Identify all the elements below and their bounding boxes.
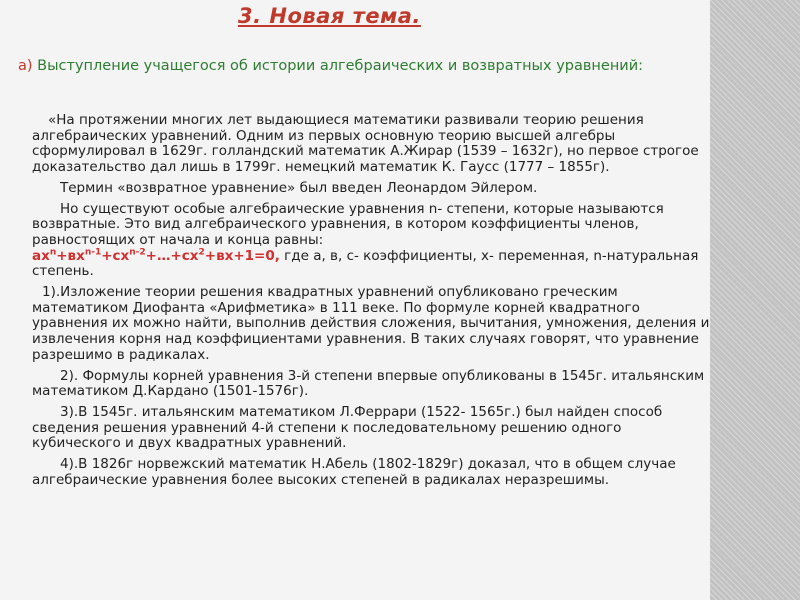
paragraph-quadratic: 1).Изложение теории решения квадратных уравнений опубликовано греческим математиком Диофанта «Арифметика» в 111 веке. По формуле корней квадратного уравнения их можно найти, выполнив действия сложения, вычитания, умножения, деления и извлечения корня над коэффициентами уравнения. В таких случаях говорят, что уравнение разрешимо в радикалах. <box>32 284 710 363</box>
paragraph-reciprocal-definition <box>32 202 710 281</box>
body-text <box>32 113 710 488</box>
paragraph-euler: Термин «возвратное уравнение» был введен Леонардом Эйлером. <box>60 179 538 196</box>
paragraph-history: «На протяжении многих лет выдающиеся математики развивали теорию решения алгебраических уравнений. Одним из первых основную теорию высшей алгебры сформулировал в 1629г. голландский математик А.Жирар (1539 – 1632г), но первое строгое доказательство дал лишь в 1799г. немецкий математик К. Гаусс (1777 – 1855г). <box>32 112 699 176</box>
subheading-marker: а) <box>18 58 33 74</box>
reciprocal-definition-tail: где а, в, с- коэффициенты, х- переменная, n-натуральная степень. <box>32 247 699 280</box>
section-subheading <box>18 58 678 74</box>
subheading-text: Выступление учащегося об истории алгебраических и возвратных уравнений: <box>32 58 644 74</box>
paragraph-abel: 4).В 1826г норвежский математик Н.Абель (1802-1829г) доказал, что в общем случае алгебраические уравнения более высоких степеней в радикалах неразрешимы. <box>32 456 676 488</box>
reciprocal-definition-text: Но существуют особые алгебраические уравнения n- степени, которые называются возвратные. Это вид алгебраического уравнения, в котором коэффициенты членов, равностоящих от начала и конца равны: <box>32 200 664 248</box>
paragraph-quartic: 3).В 1545г. итальянским математиком Л.Феррари (1522- 1565г.) был найден способ сведения решения уравнений 4-й степени к последовательному решению одного кубического и двух квадратных уравнений. <box>32 403 663 452</box>
decorative-side-band <box>710 0 800 600</box>
slide-title: 3. Новая тема. <box>238 4 421 28</box>
reciprocal-equation-formula: $ах^n+вх^{n-1}+сх^{n-2}+\dots+сх^2+вх+1=0$, <box>32 247 280 264</box>
paragraph-cubic: 2). Формулы корней уравнения 3-й степени впервые опубликованы в 1545г. итальянским математиком Д.Кардано (1501-1576г). <box>32 367 705 400</box>
